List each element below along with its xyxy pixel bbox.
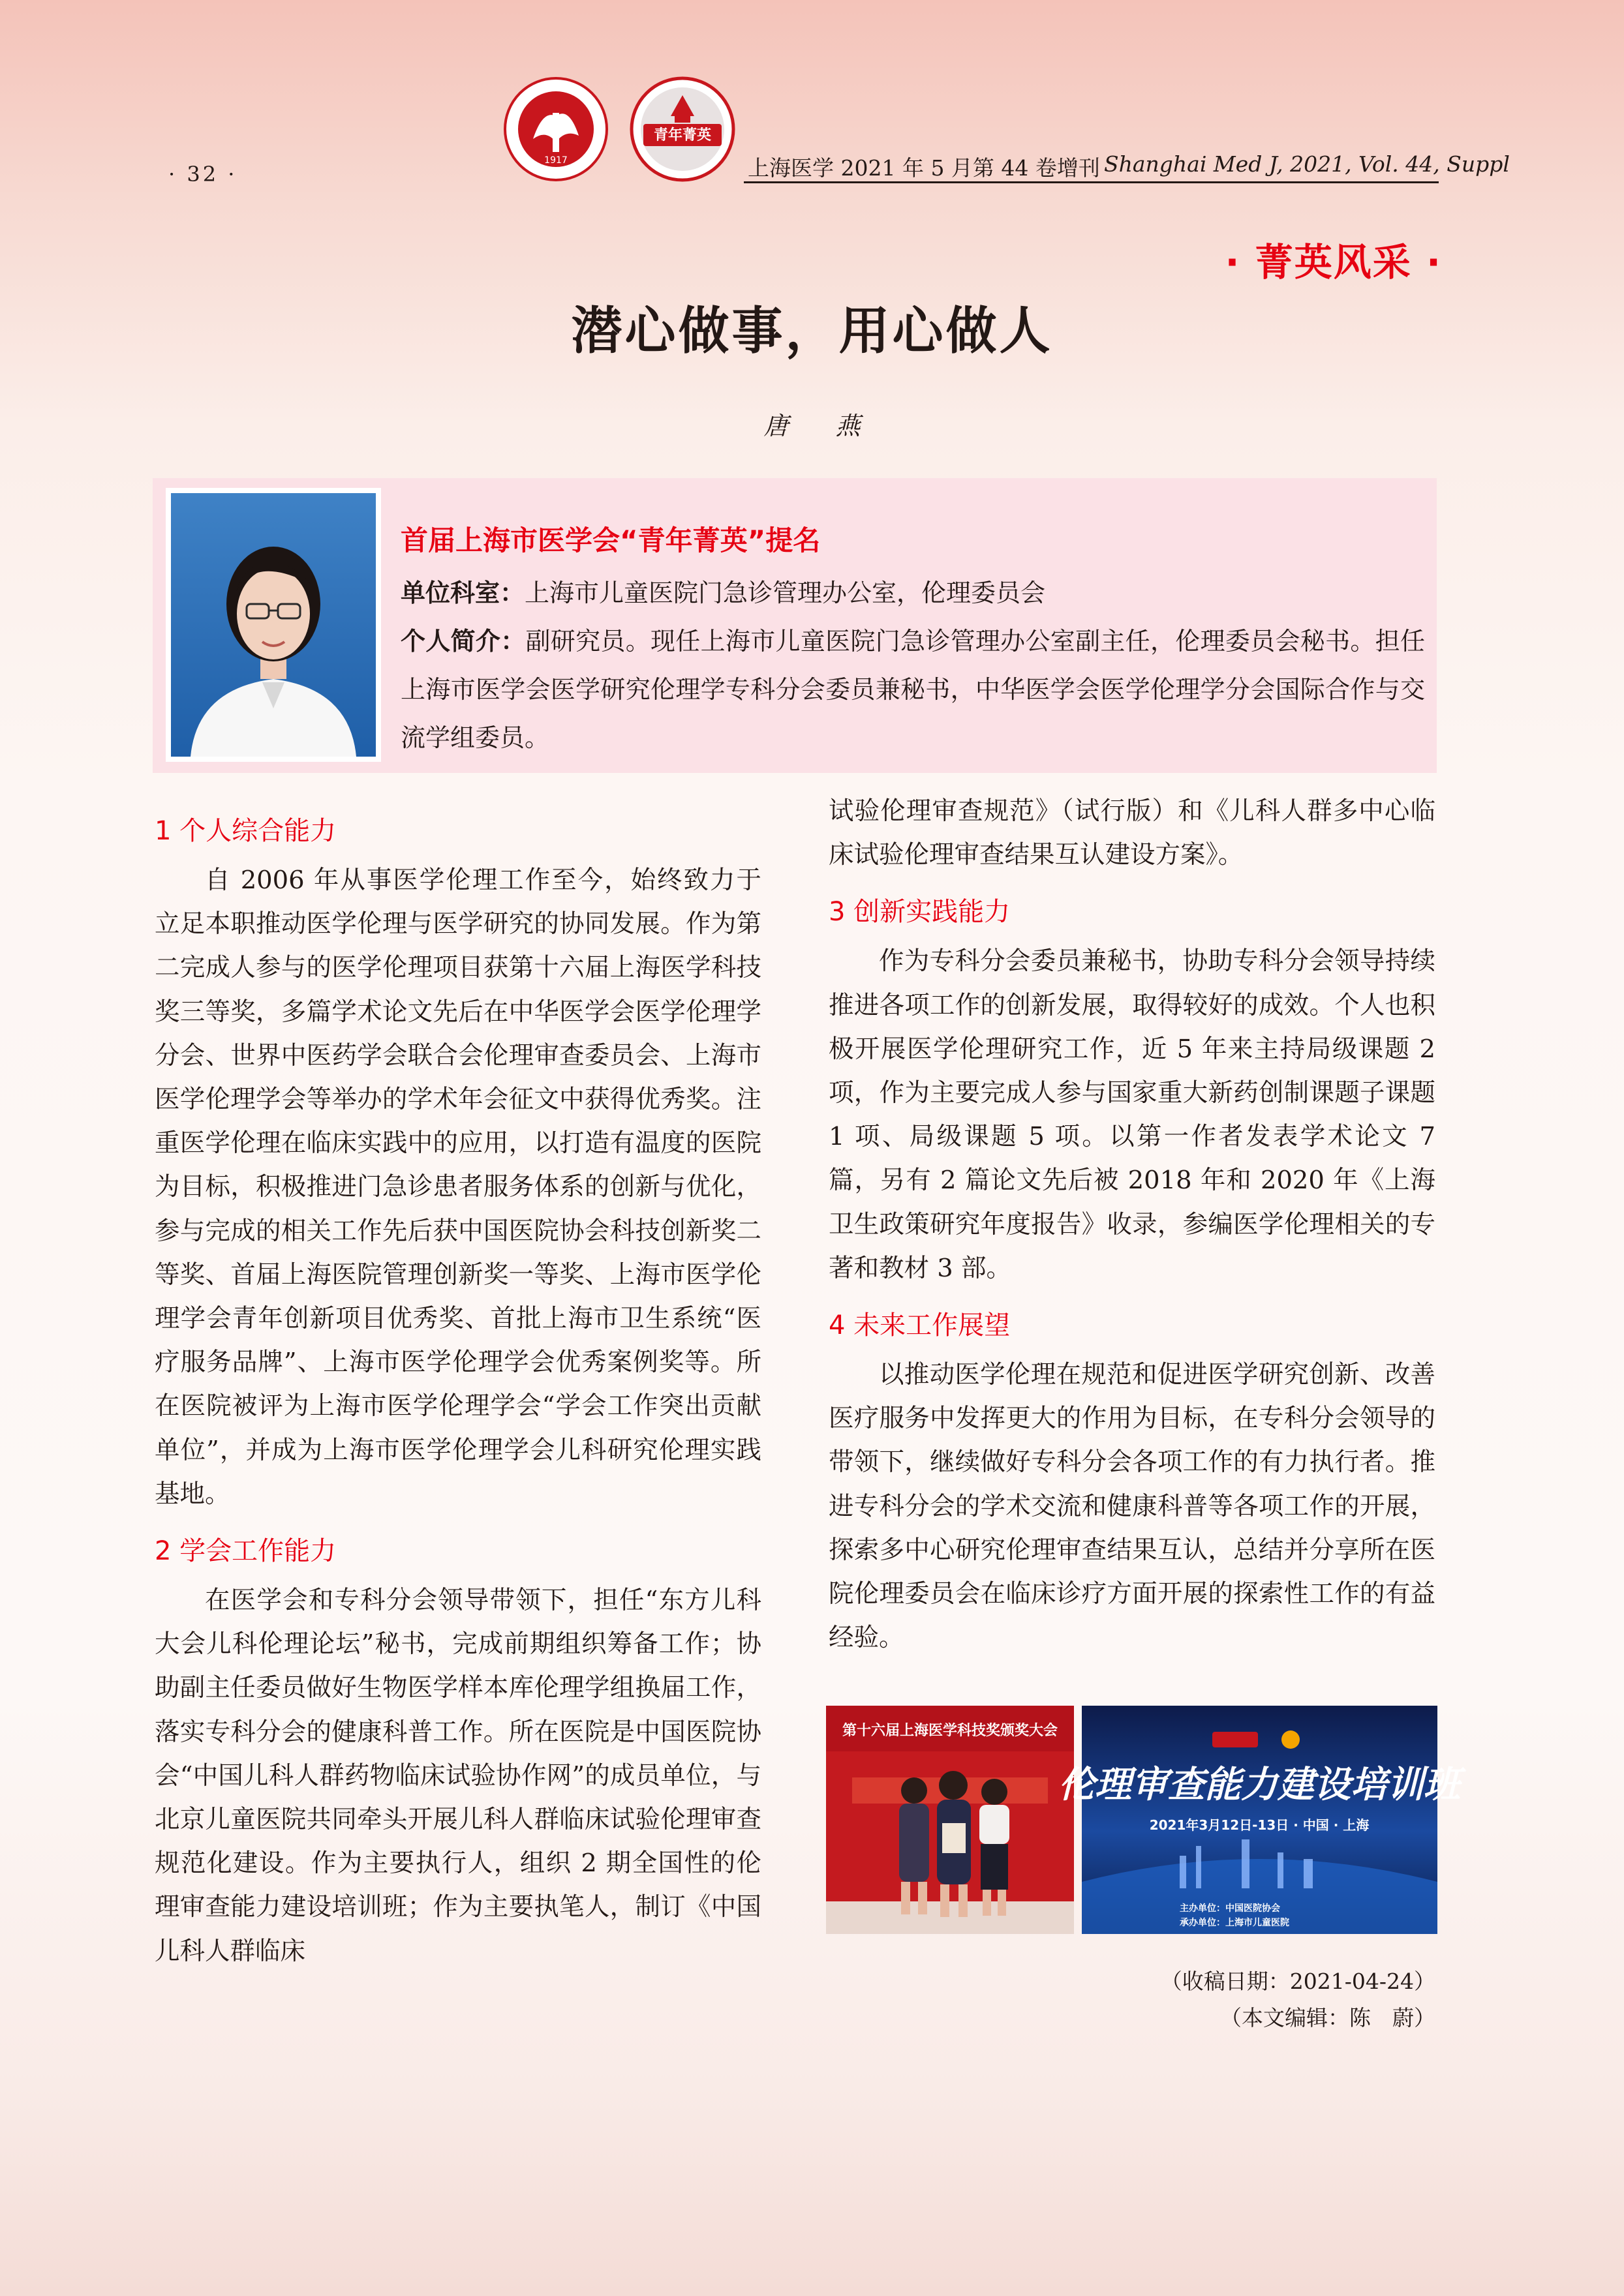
logo-year: 1917	[544, 155, 568, 166]
column-tag: · 菁英风采 ·	[1225, 240, 1442, 284]
section-1-text: 自 2006 年从事医学伦理工作至今，始终致力于立足本职推动医学伦理与医学研究的协同发展。作为第二完成人参与的医学伦理项目获第十六届上海医学科技奖三等奖，多篇学术论文先后在中华医学会医学伦理学分会、世界中医药学会联合会伦理审查委员会、上海市医学伦理学会等举办的学术年会征文中获得优秀奖。注重医学伦理在临床实践中的应用，以打造有温度的医院为目标，积极推进门急诊患者服务体系的创新与优化，参与完成的相关工作先后获中国医院协会科技创新奖二等奖、首届上海医院管理创新奖一等奖、上海市医学伦理学会青年创新项目优秀奖、首批上海市卫生系统“医疗服务品牌”、上海市医学伦理学会优秀案例奖等。所在医院被评为上海市医学伦理学会“学会工作突出贡献单位”，并成为上海市医学伦理学会儿科研究伦理实践基地。	[155, 866, 761, 1509]
editor-note: （本文编辑：陈 蔚）	[1220, 2005, 1435, 2031]
section-2-continued: 试验伦理审查规范》（试行版）和《儿科人群多中心临床试验伦理审查结果互认建设方案》。	[829, 796, 1435, 870]
photo2-org2: 承办单位：上海市儿童医院	[1180, 1918, 1289, 1928]
photo2-date: 2021年3月12日-13日 · 中国 · 上海	[1149, 1817, 1370, 1833]
journal-title-en: Shanghai Med J, 2021, Vol. 44, Suppl	[1104, 151, 1510, 177]
left-column	[155, 809, 761, 1973]
photo1-banner: 第十六届上海医学科技奖颁奖大会	[842, 1723, 1058, 1739]
section-3-heading: 3 创新实践能力	[829, 897, 1011, 928]
article-title: 潜心做事，用心做人	[571, 302, 1053, 361]
section-2-heading: 2 学会工作能力	[155, 1536, 337, 1567]
award-ceremony-photo	[826, 1706, 1074, 1934]
profile-text	[401, 517, 1425, 762]
photo2-org1: 主办单位：中国医院协会	[1180, 1903, 1280, 1914]
profile-bio	[401, 617, 1425, 762]
right-column	[829, 789, 1435, 1659]
page-number: · 32 ·	[168, 162, 237, 187]
logo-label: 青年菁英	[653, 127, 712, 144]
photo2-title: 伦理审查能力建设培训班	[1058, 1764, 1460, 1806]
department-value: 上海市儿童医院门急诊管理办公室，伦理委员会	[525, 579, 1046, 607]
author-portrait	[166, 488, 381, 762]
section-4-text: 以推动医学伦理在规范和促进医学研究创新、改善医疗服务中发挥更大的作用为目标，在专科分会领导的带领下，继续做好专科分会各项工作的有力执行者。推进专科分会的学术交流和健康科普等各项工作的开展，探索多中心研究伦理审查结果互认，总结并分享所在医院伦理委员会在临床诊疗方面开展的探索性工作的有益经验。	[829, 1360, 1435, 1653]
article-author: 唐 燕	[763, 412, 880, 440]
youth-elite-logo	[630, 77, 735, 181]
header-rule	[744, 181, 1439, 183]
section-4-heading: 4 未来工作展望	[829, 1310, 1011, 1341]
profile-heading: 首届上海市医学会“青年菁英”提名	[401, 524, 821, 556]
section-3-text: 作为专科分会委员兼秘书，协助专科分会领导持续推进各项工作的创新发展，取得较好的成效。个人也积极开展医学伦理研究工作，近 5 年来主持局级课题 2 项，作为主要完成人参与国家重大新药创制课题子课题 1 项、局级课题 5 项。以第一作者发表学术论文 7 篇，另有 2 篇论文先后被 2018 年和 2020 年《上海卫生政策研究年度报告》收录，参编医学伦理相关的专著和教材 3 部。	[829, 946, 1435, 1283]
bio-value: 副研究员。现任上海市儿童医院门急诊管理办公室副主任，伦理委员会秘书。担任上海市医学会医学研究伦理学专科分会委员兼秘书，中华医学会医学伦理学分会国际合作与交流学组委员。	[401, 627, 1425, 752]
section-1-heading: 1 个人综合能力	[155, 816, 337, 846]
journal-title-cn: 上海医学 2021 年 5 月第 44 卷增刊	[748, 155, 1100, 181]
received-note	[1109, 1963, 1435, 2036]
bio-label: 个人简介：	[401, 627, 526, 656]
training-banner-photo	[1058, 1706, 1460, 1934]
received-date: （收稿日期：2021-04-24）	[1160, 1969, 1435, 1994]
shanghai-medical-association-logo	[504, 77, 608, 181]
department-label: 单位科室：	[401, 579, 525, 607]
section-2-text: 在医学会和专科分会领导带领下，担任“东方儿科大会儿科伦理论坛”秘书，完成前期组织筹备工作；协助副主任委员做好生物医学样本库伦理学组换届工作，落实专科分会的健康科普工作。所在医院是中国医院协会“中国儿科人群药物临床试验协作网”的成员单位，与北京儿童医院共同牵头开展儿科人群临床试验伦理审查规范化建设。作为主要执行人，组织 2 期全国性的伦理审查能力建设培训班；作为主要执笔人，制订《中国儿科人群临床	[155, 1586, 761, 1966]
profile-department	[401, 569, 1425, 617]
